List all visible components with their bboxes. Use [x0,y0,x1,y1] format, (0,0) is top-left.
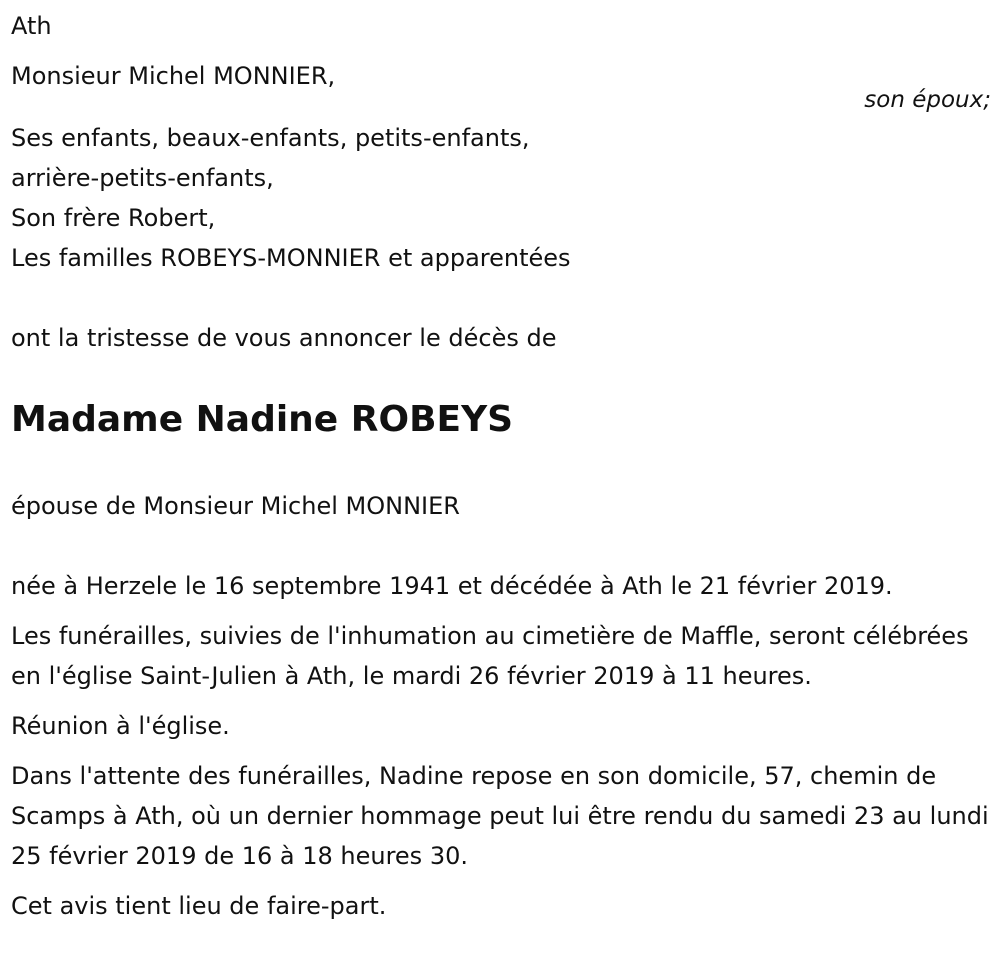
city-name: Ath [11,12,52,40]
meeting-text: Réunion à l'église. [11,712,230,740]
family-line-children: Ses enfants, beaux-enfants, petits-enfants, [11,124,530,152]
spouse-of-text: épouse de Monsieur Michel MONNIER [11,492,460,520]
birth-death-text: née à Herzele le 16 septembre 1941 et décédée à Ath le 21 février 2019. [11,572,893,600]
closing-text: Cet avis tient lieu de faire-part. [11,892,387,920]
death-notice [11,0,991,979]
deceased-name: Madame Nadine ROBEYS [11,399,514,440]
spouse-name: Monsieur Michel MONNIER, [11,62,336,90]
family-line-families: Les familles ROBEYS-MONNIER et apparentées [11,244,571,272]
family-line-great-grandchildren: arrière-petits-enfants, [11,164,274,192]
family-list [11,118,571,278]
notice-details [11,566,991,936]
family-line-brother: Son frère Robert, [11,204,216,232]
spouse-role: son époux; [864,87,991,113]
visitation-text: Dans l'attente des funérailles, Nadine repose en son domicile, 57, chemin de Scamps à Ath, où un dernier hommage peut lui être rendu du samedi 23 au lundi 25 février 2019 de 16 à 18 heures 30. [11,762,989,870]
funeral-text: Les funérailles, suivies de l'inhumation au cimetière de Maffle, seront célébrées en l'église Saint-Julien à Ath, le mardi 26 février 2019 à 11 heures. [11,622,969,690]
announcement-text: ont la tristesse de vous annoncer le décès de [11,324,557,352]
